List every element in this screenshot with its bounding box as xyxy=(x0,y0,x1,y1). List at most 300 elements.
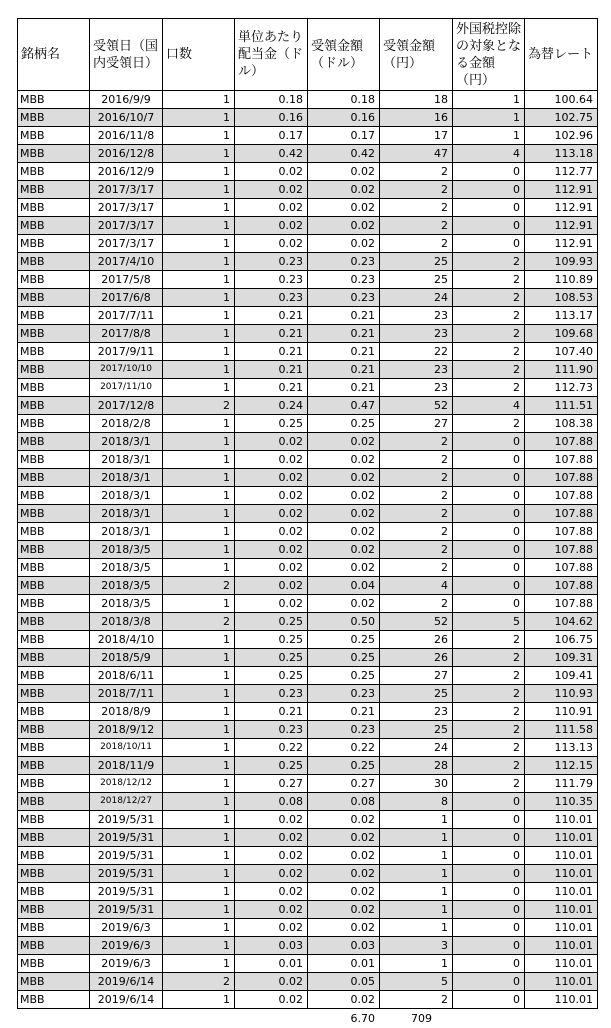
cell-dividend-per-unit[interactable]: 0.02 xyxy=(235,163,308,181)
cell-amount-jpy[interactable]: 2 xyxy=(380,433,453,451)
cell-exchange-rate[interactable]: 102.75 xyxy=(525,109,598,127)
cell-foreign-tax-credit[interactable]: 0 xyxy=(453,541,525,559)
cell-amount-usd[interactable]: 0.27 xyxy=(308,775,380,793)
cell-ticker[interactable]: MBB xyxy=(18,325,90,343)
cell-ticker[interactable]: MBB xyxy=(18,361,90,379)
cell-foreign-tax-credit[interactable]: 2 xyxy=(453,271,525,289)
cell-exchange-rate[interactable]: 111.51 xyxy=(525,397,598,415)
cell-amount-usd[interactable]: 0.02 xyxy=(308,505,380,523)
cell-dividend-per-unit[interactable]: 0.25 xyxy=(235,631,308,649)
cell-exchange-rate[interactable]: 110.01 xyxy=(525,919,598,937)
cell-ticker[interactable]: MBB xyxy=(18,775,90,793)
header-dividend-per-unit[interactable]: 単位あたり配当金（ドル） xyxy=(235,19,308,91)
cell-dividend-per-unit[interactable]: 0.18 xyxy=(235,91,308,109)
cell-shares[interactable]: 1 xyxy=(163,649,235,667)
cell-foreign-tax-credit[interactable]: 0 xyxy=(453,577,525,595)
cell-receipt-date[interactable]: 2018/10/11 xyxy=(90,739,163,757)
cell-exchange-rate[interactable]: 102.96 xyxy=(525,127,598,145)
cell-ticker[interactable]: MBB xyxy=(18,865,90,883)
cell-ticker[interactable]: MBB xyxy=(18,433,90,451)
cell-dividend-per-unit[interactable]: 0.02 xyxy=(235,577,308,595)
cell-exchange-rate[interactable]: 106.75 xyxy=(525,631,598,649)
cell-exchange-rate[interactable]: 104.62 xyxy=(525,613,598,631)
cell-foreign-tax-credit[interactable]: 2 xyxy=(453,721,525,739)
cell-amount-usd[interactable]: 0.25 xyxy=(308,667,380,685)
cell-amount-jpy[interactable]: 2 xyxy=(380,487,453,505)
cell-foreign-tax-credit[interactable]: 2 xyxy=(453,343,525,361)
cell-dividend-per-unit[interactable]: 0.21 xyxy=(235,325,308,343)
cell-receipt-date[interactable]: 2018/3/5 xyxy=(90,541,163,559)
cell-shares[interactable]: 2 xyxy=(163,577,235,595)
cell-exchange-rate[interactable]: 112.77 xyxy=(525,163,598,181)
cell-shares[interactable]: 1 xyxy=(163,775,235,793)
cell-amount-jpy[interactable]: 23 xyxy=(380,361,453,379)
cell-foreign-tax-credit[interactable]: 2 xyxy=(453,649,525,667)
cell-dividend-per-unit[interactable]: 0.25 xyxy=(235,613,308,631)
cell-receipt-date[interactable]: 2019/5/31 xyxy=(90,829,163,847)
cell-dividend-per-unit[interactable]: 0.23 xyxy=(235,685,308,703)
cell-exchange-rate[interactable]: 107.88 xyxy=(525,469,598,487)
cell-foreign-tax-credit[interactable]: 2 xyxy=(453,703,525,721)
cell-exchange-rate[interactable]: 112.73 xyxy=(525,379,598,397)
cell-dividend-per-unit[interactable]: 0.02 xyxy=(235,559,308,577)
cell-ticker[interactable]: MBB xyxy=(18,343,90,361)
cell-dividend-per-unit[interactable]: 0.02 xyxy=(235,865,308,883)
cell-exchange-rate[interactable]: 110.91 xyxy=(525,703,598,721)
cell-exchange-rate[interactable]: 112.91 xyxy=(525,199,598,217)
cell-exchange-rate[interactable]: 110.01 xyxy=(525,901,598,919)
cell-exchange-rate[interactable]: 110.01 xyxy=(525,973,598,991)
cell-amount-usd[interactable]: 0.02 xyxy=(308,235,380,253)
cell-foreign-tax-credit[interactable]: 2 xyxy=(453,379,525,397)
cell-amount-jpy[interactable]: 28 xyxy=(380,757,453,775)
cell-shares[interactable]: 1 xyxy=(163,523,235,541)
cell-amount-jpy[interactable]: 26 xyxy=(380,649,453,667)
cell-shares[interactable]: 1 xyxy=(163,271,235,289)
cell-exchange-rate[interactable]: 113.13 xyxy=(525,739,598,757)
header-exchange-rate[interactable]: 為替レート xyxy=(525,19,598,91)
cell-dividend-per-unit[interactable]: 0.02 xyxy=(235,829,308,847)
cell-dividend-per-unit[interactable]: 0.02 xyxy=(235,181,308,199)
cell-amount-jpy[interactable]: 1 xyxy=(380,955,453,973)
cell-exchange-rate[interactable]: 108.38 xyxy=(525,415,598,433)
cell-amount-usd[interactable]: 0.25 xyxy=(308,757,380,775)
cell-receipt-date[interactable]: 2018/2/8 xyxy=(90,415,163,433)
cell-shares[interactable]: 1 xyxy=(163,685,235,703)
cell-amount-jpy[interactable]: 26 xyxy=(380,631,453,649)
cell-dividend-per-unit[interactable]: 0.02 xyxy=(235,487,308,505)
cell-amount-jpy[interactable]: 25 xyxy=(380,685,453,703)
cell-ticker[interactable]: MBB xyxy=(18,631,90,649)
cell-receipt-date[interactable]: 2018/12/12 xyxy=(90,775,163,793)
cell-foreign-tax-credit[interactable]: 0 xyxy=(453,847,525,865)
cell-amount-usd[interactable]: 0.23 xyxy=(308,289,380,307)
header-amount-jpy[interactable]: 受領金額（円） xyxy=(380,19,453,91)
cell-ticker[interactable]: MBB xyxy=(18,523,90,541)
cell-foreign-tax-credit[interactable]: 0 xyxy=(453,955,525,973)
cell-shares[interactable]: 2 xyxy=(163,973,235,991)
cell-shares[interactable]: 1 xyxy=(163,163,235,181)
cell-amount-jpy[interactable]: 1 xyxy=(380,901,453,919)
cell-receipt-date[interactable]: 2018/3/1 xyxy=(90,523,163,541)
cell-dividend-per-unit[interactable]: 0.02 xyxy=(235,847,308,865)
cell-foreign-tax-credit[interactable]: 0 xyxy=(453,199,525,217)
cell-amount-jpy[interactable]: 23 xyxy=(380,307,453,325)
cell-amount-usd[interactable]: 0.21 xyxy=(308,325,380,343)
cell-amount-jpy[interactable]: 2 xyxy=(380,181,453,199)
cell-receipt-date[interactable]: 2016/11/8 xyxy=(90,127,163,145)
cell-amount-usd[interactable]: 0.02 xyxy=(308,865,380,883)
cell-foreign-tax-credit[interactable]: 0 xyxy=(453,883,525,901)
cell-foreign-tax-credit[interactable]: 0 xyxy=(453,991,525,1009)
cell-shares[interactable]: 1 xyxy=(163,469,235,487)
cell-ticker[interactable]: MBB xyxy=(18,91,90,109)
cell-amount-jpy[interactable]: 16 xyxy=(380,109,453,127)
cell-exchange-rate[interactable]: 110.01 xyxy=(525,847,598,865)
cell-ticker[interactable]: MBB xyxy=(18,469,90,487)
cell-shares[interactable]: 1 xyxy=(163,235,235,253)
cell-exchange-rate[interactable]: 112.91 xyxy=(525,217,598,235)
cell-foreign-tax-credit[interactable]: 0 xyxy=(453,811,525,829)
cell-receipt-date[interactable]: 2017/3/17 xyxy=(90,217,163,235)
cell-shares[interactable]: 1 xyxy=(163,145,235,163)
cell-ticker[interactable]: MBB xyxy=(18,667,90,685)
cell-shares[interactable]: 1 xyxy=(163,181,235,199)
cell-amount-jpy[interactable]: 25 xyxy=(380,253,453,271)
cell-exchange-rate[interactable]: 109.68 xyxy=(525,325,598,343)
cell-amount-jpy[interactable]: 1 xyxy=(380,811,453,829)
cell-foreign-tax-credit[interactable]: 0 xyxy=(453,163,525,181)
cell-amount-jpy[interactable]: 22 xyxy=(380,343,453,361)
cell-dividend-per-unit[interactable]: 0.25 xyxy=(235,415,308,433)
cell-foreign-tax-credit[interactable]: 0 xyxy=(453,595,525,613)
cell-receipt-date[interactable]: 2018/6/11 xyxy=(90,667,163,685)
cell-dividend-per-unit[interactable]: 0.02 xyxy=(235,505,308,523)
cell-amount-jpy[interactable]: 30 xyxy=(380,775,453,793)
cell-foreign-tax-credit[interactable]: 0 xyxy=(453,973,525,991)
cell-amount-jpy[interactable]: 2 xyxy=(380,217,453,235)
cell-foreign-tax-credit[interactable]: 2 xyxy=(453,739,525,757)
cell-amount-usd[interactable]: 0.47 xyxy=(308,397,380,415)
cell-amount-usd[interactable]: 0.21 xyxy=(308,379,380,397)
cell-amount-usd[interactable]: 0.02 xyxy=(308,811,380,829)
cell-foreign-tax-credit[interactable]: 1 xyxy=(453,127,525,145)
cell-amount-jpy[interactable]: 2 xyxy=(380,469,453,487)
cell-dividend-per-unit[interactable]: 0.42 xyxy=(235,145,308,163)
cell-amount-jpy[interactable]: 2 xyxy=(380,559,453,577)
cell-shares[interactable]: 1 xyxy=(163,289,235,307)
cell-amount-jpy[interactable]: 1 xyxy=(380,847,453,865)
cell-ticker[interactable]: MBB xyxy=(18,883,90,901)
cell-amount-jpy[interactable]: 5 xyxy=(380,973,453,991)
cell-exchange-rate[interactable]: 111.58 xyxy=(525,721,598,739)
cell-dividend-per-unit[interactable]: 0.23 xyxy=(235,289,308,307)
cell-shares[interactable]: 1 xyxy=(163,703,235,721)
cell-dividend-per-unit[interactable]: 0.21 xyxy=(235,361,308,379)
cell-exchange-rate[interactable]: 100.64 xyxy=(525,91,598,109)
cell-ticker[interactable]: MBB xyxy=(18,379,90,397)
cell-amount-usd[interactable]: 0.50 xyxy=(308,613,380,631)
cell-exchange-rate[interactable]: 107.88 xyxy=(525,433,598,451)
cell-receipt-date[interactable]: 2019/5/31 xyxy=(90,847,163,865)
cell-amount-usd[interactable]: 0.04 xyxy=(308,577,380,595)
cell-exchange-rate[interactable]: 107.88 xyxy=(525,541,598,559)
cell-foreign-tax-credit[interactable]: 2 xyxy=(453,685,525,703)
cell-ticker[interactable]: MBB xyxy=(18,415,90,433)
cell-exchange-rate[interactable]: 110.01 xyxy=(525,955,598,973)
cell-dividend-per-unit[interactable]: 0.01 xyxy=(235,955,308,973)
cell-foreign-tax-credit[interactable]: 2 xyxy=(453,307,525,325)
cell-ticker[interactable]: MBB xyxy=(18,703,90,721)
cell-receipt-date[interactable]: 2019/5/31 xyxy=(90,865,163,883)
cell-amount-jpy[interactable]: 1 xyxy=(380,919,453,937)
cell-shares[interactable]: 1 xyxy=(163,739,235,757)
cell-amount-jpy[interactable]: 1 xyxy=(380,865,453,883)
cell-receipt-date[interactable]: 2017/3/17 xyxy=(90,181,163,199)
cell-receipt-date[interactable]: 2019/6/14 xyxy=(90,991,163,1009)
cell-amount-usd[interactable]: 0.23 xyxy=(308,253,380,271)
cell-dividend-per-unit[interactable]: 0.02 xyxy=(235,469,308,487)
cell-ticker[interactable]: MBB xyxy=(18,451,90,469)
cell-amount-jpy[interactable]: 23 xyxy=(380,325,453,343)
cell-ticker[interactable]: MBB xyxy=(18,109,90,127)
cell-amount-usd[interactable]: 0.23 xyxy=(308,685,380,703)
cell-exchange-rate[interactable]: 110.01 xyxy=(525,811,598,829)
cell-foreign-tax-credit[interactable]: 0 xyxy=(453,469,525,487)
cell-amount-jpy[interactable]: 23 xyxy=(380,703,453,721)
cell-amount-jpy[interactable]: 2 xyxy=(380,991,453,1009)
cell-shares[interactable]: 1 xyxy=(163,379,235,397)
cell-dividend-per-unit[interactable]: 0.21 xyxy=(235,703,308,721)
cell-amount-jpy[interactable]: 25 xyxy=(380,271,453,289)
cell-amount-jpy[interactable]: 1 xyxy=(380,829,453,847)
cell-shares[interactable]: 1 xyxy=(163,991,235,1009)
cell-ticker[interactable]: MBB xyxy=(18,613,90,631)
cell-receipt-date[interactable]: 2019/6/14 xyxy=(90,973,163,991)
cell-receipt-date[interactable]: 2017/6/8 xyxy=(90,289,163,307)
cell-shares[interactable]: 1 xyxy=(163,793,235,811)
cell-receipt-date[interactable]: 2017/7/11 xyxy=(90,307,163,325)
cell-receipt-date[interactable]: 2018/11/9 xyxy=(90,757,163,775)
cell-dividend-per-unit[interactable]: 0.25 xyxy=(235,667,308,685)
cell-ticker[interactable]: MBB xyxy=(18,145,90,163)
cell-receipt-date[interactable]: 2019/5/31 xyxy=(90,883,163,901)
cell-exchange-rate[interactable]: 112.91 xyxy=(525,235,598,253)
cell-amount-usd[interactable]: 0.21 xyxy=(308,361,380,379)
cell-receipt-date[interactable]: 2018/3/5 xyxy=(90,595,163,613)
header-amount-usd[interactable]: 受領金額（ドル） xyxy=(308,19,380,91)
cell-amount-jpy[interactable]: 47 xyxy=(380,145,453,163)
cell-dividend-per-unit[interactable]: 0.23 xyxy=(235,253,308,271)
cell-foreign-tax-credit[interactable]: 0 xyxy=(453,433,525,451)
cell-ticker[interactable]: MBB xyxy=(18,217,90,235)
cell-foreign-tax-credit[interactable]: 5 xyxy=(453,613,525,631)
cell-dividend-per-unit[interactable]: 0.16 xyxy=(235,109,308,127)
cell-foreign-tax-credit[interactable]: 0 xyxy=(453,217,525,235)
cell-shares[interactable]: 1 xyxy=(163,307,235,325)
cell-exchange-rate[interactable]: 110.01 xyxy=(525,883,598,901)
cell-exchange-rate[interactable]: 107.88 xyxy=(525,505,598,523)
cell-receipt-date[interactable]: 2018/3/1 xyxy=(90,505,163,523)
cell-foreign-tax-credit[interactable]: 2 xyxy=(453,667,525,685)
cell-ticker[interactable]: MBB xyxy=(18,253,90,271)
cell-exchange-rate[interactable]: 110.01 xyxy=(525,937,598,955)
cell-dividend-per-unit[interactable]: 0.23 xyxy=(235,721,308,739)
cell-exchange-rate[interactable]: 111.79 xyxy=(525,775,598,793)
cell-exchange-rate[interactable]: 110.01 xyxy=(525,991,598,1009)
cell-shares[interactable]: 1 xyxy=(163,343,235,361)
cell-foreign-tax-credit[interactable]: 1 xyxy=(453,109,525,127)
cell-receipt-date[interactable]: 2017/12/8 xyxy=(90,397,163,415)
cell-amount-jpy[interactable]: 1 xyxy=(380,883,453,901)
cell-exchange-rate[interactable]: 109.41 xyxy=(525,667,598,685)
cell-shares[interactable]: 1 xyxy=(163,865,235,883)
cell-amount-usd[interactable]: 0.21 xyxy=(308,343,380,361)
cell-shares[interactable]: 1 xyxy=(163,325,235,343)
cell-foreign-tax-credit[interactable]: 2 xyxy=(453,631,525,649)
cell-amount-usd[interactable]: 0.02 xyxy=(308,883,380,901)
cell-exchange-rate[interactable]: 110.93 xyxy=(525,685,598,703)
cell-amount-jpy[interactable]: 27 xyxy=(380,415,453,433)
cell-exchange-rate[interactable]: 110.01 xyxy=(525,865,598,883)
cell-ticker[interactable]: MBB xyxy=(18,199,90,217)
cell-ticker[interactable]: MBB xyxy=(18,397,90,415)
cell-ticker[interactable]: MBB xyxy=(18,649,90,667)
cell-ticker[interactable]: MBB xyxy=(18,505,90,523)
cell-dividend-per-unit[interactable]: 0.17 xyxy=(235,127,308,145)
cell-dividend-per-unit[interactable]: 0.02 xyxy=(235,523,308,541)
cell-exchange-rate[interactable]: 107.88 xyxy=(525,559,598,577)
cell-exchange-rate[interactable]: 107.88 xyxy=(525,487,598,505)
cell-ticker[interactable]: MBB xyxy=(18,181,90,199)
cell-amount-usd[interactable]: 0.23 xyxy=(308,721,380,739)
cell-receipt-date[interactable]: 2016/9/9 xyxy=(90,91,163,109)
cell-dividend-per-unit[interactable]: 0.03 xyxy=(235,937,308,955)
cell-dividend-per-unit[interactable]: 0.02 xyxy=(235,919,308,937)
cell-ticker[interactable]: MBB xyxy=(18,739,90,757)
cell-dividend-per-unit[interactable]: 0.24 xyxy=(235,397,308,415)
cell-dividend-per-unit[interactable]: 0.25 xyxy=(235,649,308,667)
cell-exchange-rate[interactable]: 111.90 xyxy=(525,361,598,379)
cell-shares[interactable]: 1 xyxy=(163,541,235,559)
cell-amount-usd[interactable]: 0.25 xyxy=(308,649,380,667)
total-amount-jpy[interactable]: 709 xyxy=(411,1012,432,1025)
cell-foreign-tax-credit[interactable]: 2 xyxy=(453,253,525,271)
cell-shares[interactable]: 2 xyxy=(163,397,235,415)
cell-ticker[interactable]: MBB xyxy=(18,955,90,973)
cell-shares[interactable]: 1 xyxy=(163,811,235,829)
cell-amount-usd[interactable]: 0.17 xyxy=(308,127,380,145)
cell-exchange-rate[interactable]: 107.40 xyxy=(525,343,598,361)
cell-shares[interactable]: 1 xyxy=(163,127,235,145)
cell-foreign-tax-credit[interactable]: 0 xyxy=(453,235,525,253)
cell-shares[interactable]: 1 xyxy=(163,955,235,973)
cell-shares[interactable]: 1 xyxy=(163,487,235,505)
cell-amount-usd[interactable]: 0.02 xyxy=(308,451,380,469)
cell-dividend-per-unit[interactable]: 0.02 xyxy=(235,199,308,217)
cell-foreign-tax-credit[interactable]: 2 xyxy=(453,757,525,775)
cell-dividend-per-unit[interactable]: 0.02 xyxy=(235,433,308,451)
header-receipt-date[interactable]: 受領日（国内受領日） xyxy=(90,19,163,91)
cell-dividend-per-unit[interactable]: 0.02 xyxy=(235,901,308,919)
cell-receipt-date[interactable]: 2018/7/11 xyxy=(90,685,163,703)
cell-ticker[interactable]: MBB xyxy=(18,127,90,145)
cell-receipt-date[interactable]: 2018/3/1 xyxy=(90,469,163,487)
cell-dividend-per-unit[interactable]: 0.02 xyxy=(235,973,308,991)
cell-amount-jpy[interactable]: 17 xyxy=(380,127,453,145)
cell-shares[interactable]: 1 xyxy=(163,91,235,109)
cell-shares[interactable]: 1 xyxy=(163,667,235,685)
cell-foreign-tax-credit[interactable]: 2 xyxy=(453,361,525,379)
cell-receipt-date[interactable]: 2019/5/31 xyxy=(90,901,163,919)
cell-dividend-per-unit[interactable]: 0.02 xyxy=(235,883,308,901)
cell-foreign-tax-credit[interactable]: 0 xyxy=(453,829,525,847)
cell-amount-usd[interactable]: 0.02 xyxy=(308,469,380,487)
cell-foreign-tax-credit[interactable]: 0 xyxy=(453,865,525,883)
cell-dividend-per-unit[interactable]: 0.25 xyxy=(235,757,308,775)
cell-dividend-per-unit[interactable]: 0.23 xyxy=(235,271,308,289)
cell-amount-jpy[interactable]: 2 xyxy=(380,523,453,541)
cell-ticker[interactable]: MBB xyxy=(18,847,90,865)
cell-shares[interactable]: 1 xyxy=(163,433,235,451)
cell-ticker[interactable]: MBB xyxy=(18,937,90,955)
cell-amount-usd[interactable]: 0.25 xyxy=(308,415,380,433)
cell-receipt-date[interactable]: 2018/3/8 xyxy=(90,613,163,631)
header-foreign-tax-credit[interactable]: 外国税控除の対象となる金額（円） xyxy=(453,19,525,91)
cell-amount-usd[interactable]: 0.01 xyxy=(308,955,380,973)
cell-receipt-date[interactable]: 2019/5/31 xyxy=(90,811,163,829)
cell-shares[interactable]: 1 xyxy=(163,847,235,865)
cell-receipt-date[interactable]: 2018/3/1 xyxy=(90,433,163,451)
cell-exchange-rate[interactable]: 110.89 xyxy=(525,271,598,289)
cell-exchange-rate[interactable]: 107.88 xyxy=(525,451,598,469)
cell-amount-usd[interactable]: 0.21 xyxy=(308,703,380,721)
cell-receipt-date[interactable]: 2017/11/10 xyxy=(90,379,163,397)
cell-dividend-per-unit[interactable]: 0.02 xyxy=(235,595,308,613)
cell-dividend-per-unit[interactable]: 0.27 xyxy=(235,775,308,793)
cell-amount-jpy[interactable]: 24 xyxy=(380,289,453,307)
cell-receipt-date[interactable]: 2019/6/3 xyxy=(90,919,163,937)
cell-amount-usd[interactable]: 0.23 xyxy=(308,271,380,289)
cell-receipt-date[interactable]: 2018/3/5 xyxy=(90,577,163,595)
cell-shares[interactable]: 1 xyxy=(163,217,235,235)
cell-amount-jpy[interactable]: 8 xyxy=(380,793,453,811)
cell-exchange-rate[interactable]: 113.17 xyxy=(525,307,598,325)
cell-receipt-date[interactable]: 2017/10/10 xyxy=(90,361,163,379)
cell-receipt-date[interactable]: 2019/6/3 xyxy=(90,937,163,955)
cell-amount-usd[interactable]: 0.02 xyxy=(308,991,380,1009)
header-ticker[interactable]: 銘柄名 xyxy=(18,19,90,91)
cell-ticker[interactable]: MBB xyxy=(18,757,90,775)
cell-exchange-rate[interactable]: 107.88 xyxy=(525,595,598,613)
cell-ticker[interactable]: MBB xyxy=(18,919,90,937)
cell-receipt-date[interactable]: 2017/4/10 xyxy=(90,253,163,271)
cell-amount-jpy[interactable]: 52 xyxy=(380,397,453,415)
cell-receipt-date[interactable]: 2018/3/5 xyxy=(90,559,163,577)
cell-foreign-tax-credit[interactable]: 0 xyxy=(453,559,525,577)
cell-receipt-date[interactable]: 2018/8/9 xyxy=(90,703,163,721)
cell-dividend-per-unit[interactable]: 0.02 xyxy=(235,811,308,829)
cell-receipt-date[interactable]: 2017/8/8 xyxy=(90,325,163,343)
cell-ticker[interactable]: MBB xyxy=(18,829,90,847)
cell-amount-jpy[interactable]: 4 xyxy=(380,577,453,595)
cell-shares[interactable]: 1 xyxy=(163,415,235,433)
cell-foreign-tax-credit[interactable]: 0 xyxy=(453,487,525,505)
cell-receipt-date[interactable]: 2018/3/1 xyxy=(90,487,163,505)
cell-dividend-per-unit[interactable]: 0.02 xyxy=(235,217,308,235)
cell-dividend-per-unit[interactable]: 0.22 xyxy=(235,739,308,757)
cell-shares[interactable]: 1 xyxy=(163,901,235,919)
